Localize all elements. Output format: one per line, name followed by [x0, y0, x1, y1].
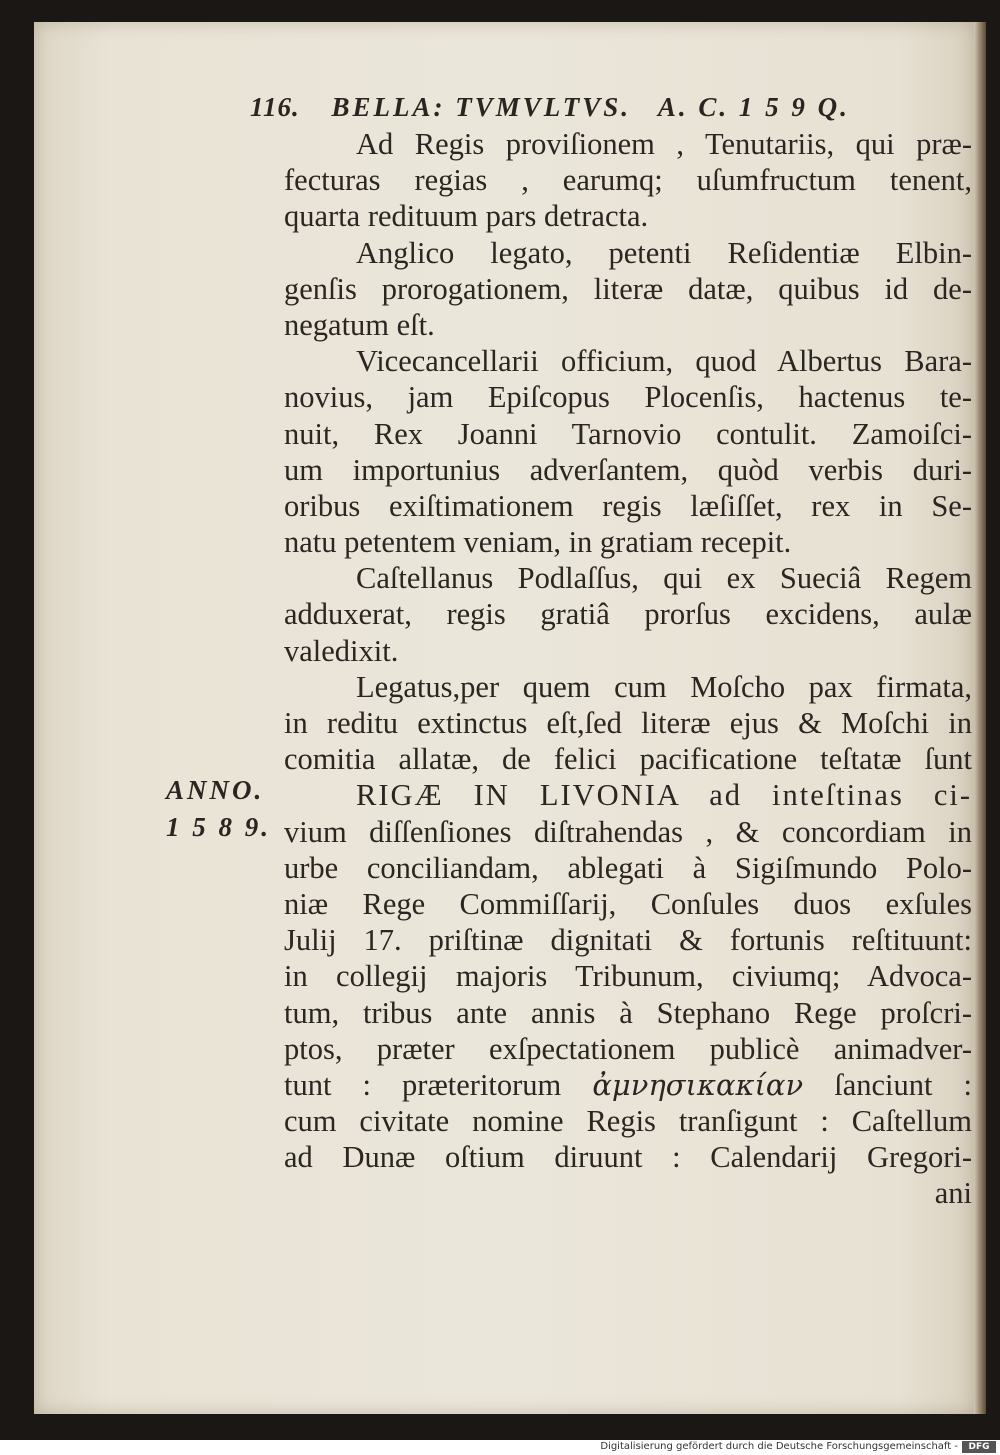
text-line: ad Dunæ oſtium diruunt : Calendarij Gregori-	[284, 1140, 972, 1175]
text-line: comitia allatæ, de felici pacificatione teſtatæ ſunt	[284, 742, 972, 777]
text-line: natu petentem veniam, in gratiam recepit.	[284, 525, 792, 560]
page-number: 116.	[250, 92, 300, 122]
text-segment: tunt : præteritorum	[284, 1067, 562, 1102]
text-line: ptos, præter exſpectationem publicè animadver-	[284, 1031, 972, 1066]
text-line: quarta redituum pars detracta.	[284, 199, 649, 234]
dfg-logo-icon: DFG	[962, 1441, 996, 1453]
text-line: vium diſſenſiones diſtrahendas , & concordiam in	[284, 814, 972, 849]
text-line: fecturas regias , earumq; uſumfructum tenent,	[284, 163, 972, 198]
text-line: in collegij majoris Tribunum, civiumq; Advoca-	[284, 959, 972, 994]
text-line: cum civitate nomine Regis tranſigunt : Caſtellum	[284, 1104, 972, 1139]
text-line: Caſtellanus Podlaſſus, qui ex Sueciâ Regem	[356, 561, 972, 596]
margin-note-line: 1 5 8 9.	[166, 812, 271, 842]
text-line: genſis prorogationem, literæ datæ, quibus id de-	[284, 271, 972, 306]
text-line: Legatus,per quem cum Moſcho pax firmata,	[356, 669, 972, 704]
greek-word: ἀμνησικακίαν	[592, 1067, 804, 1102]
margin-note-line: ANNO.	[166, 775, 265, 805]
text-segment: ſanciunt :	[834, 1067, 972, 1102]
text-line: Julij 17. priſtinæ dignitati & fortunis reſtituunt:	[284, 923, 972, 958]
running-title: BELLA: TVMVLTVS.	[331, 92, 632, 122]
text-line: adduxerat, regis gratiâ prorſus excidens, aulæ	[284, 597, 972, 632]
text-line: RIGÆ IN LIVONIA ad inteſtinas ci-	[356, 778, 972, 813]
text-line-greek	[284, 1067, 972, 1103]
text-line: niæ Rege Commiſſarij, Conſules duos exſules	[284, 886, 972, 921]
text-line: um importunius adverſantem, quòd verbis duri-	[284, 452, 972, 487]
text-line: oribus exiſtimationem regis læſiſſet, rex in Se-	[284, 488, 972, 523]
text-line: urbe conciliandam, ablegati à Sigiſmundo Polo-	[284, 850, 972, 885]
text-line: Anglico legato, petenti Reſidentiæ Elbin-	[356, 235, 972, 270]
footer-bar	[0, 1440, 1000, 1455]
text-line: negatum eſt.	[284, 307, 435, 342]
text-line: Ad Regis proviſionem , Tenutariis, qui præ-	[356, 127, 972, 161]
running-year: A. C. 1 5 9 Q.	[657, 92, 850, 122]
catchword: ani	[934, 1176, 972, 1211]
text-line: Vicecancellarii officium, quod Albertus Bara-	[356, 344, 972, 379]
footer-credit: Digitalisierung gefördert durch die Deutsche Forschungsgemeinschaft -	[600, 1441, 958, 1452]
running-header	[250, 92, 890, 123]
text-line: tum, tribus ante annis à Stephano Rege proſcri-	[284, 995, 972, 1030]
body-text	[284, 126, 984, 1212]
text-line: in reditu extinctus eſt,ſed literæ ejus & Moſchi in	[284, 706, 972, 740]
text-line: novius, jam Epiſcopus Plocenſis, hactenus te-	[284, 380, 972, 415]
margin-note	[166, 772, 284, 846]
text-line: nuit, Rex Joanni Tarnovio contulit. Zamoiſci-	[284, 416, 972, 451]
text-line: valedixit.	[284, 633, 399, 668]
